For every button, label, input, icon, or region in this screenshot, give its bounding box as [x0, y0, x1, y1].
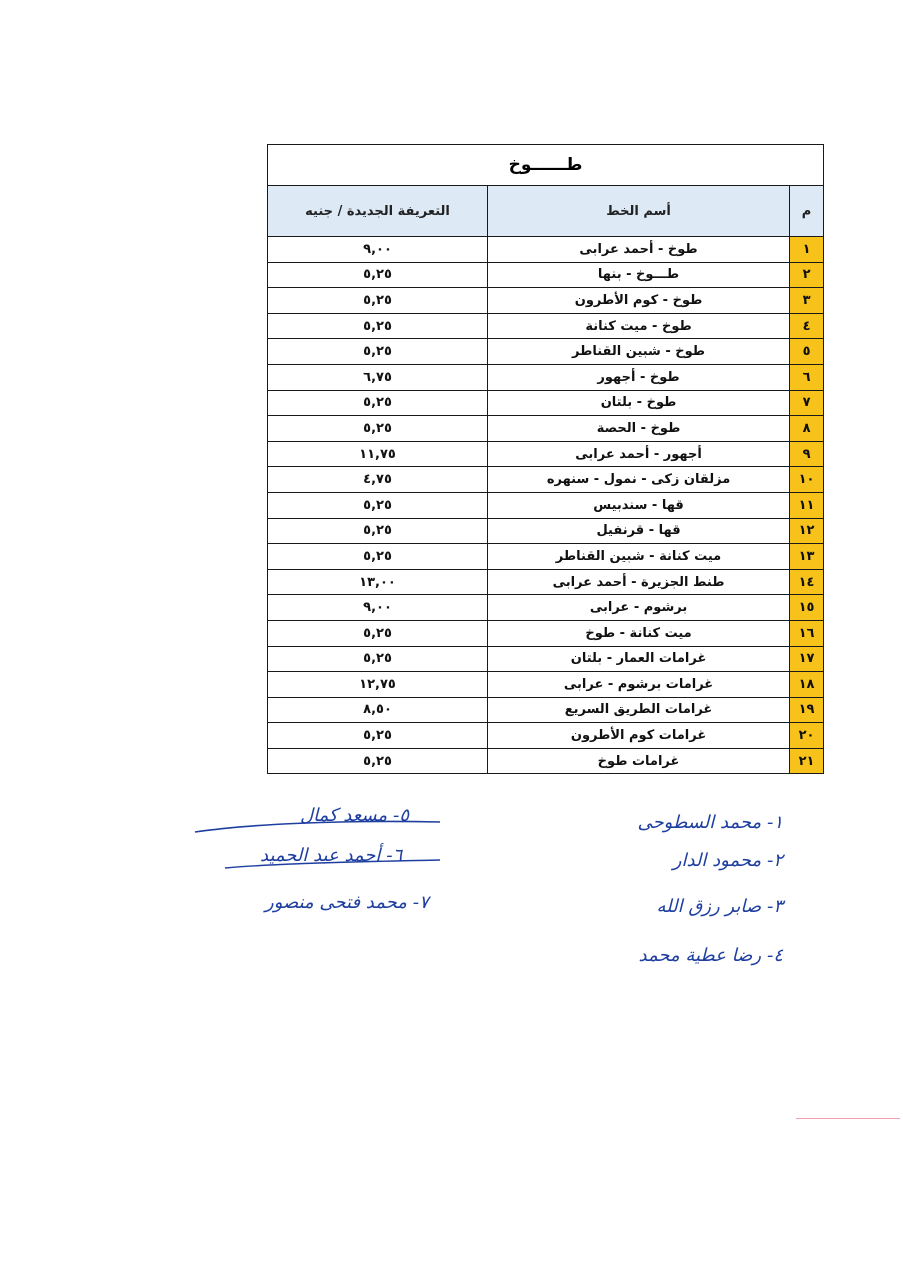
row-fare: ٥,٢٥	[268, 518, 488, 544]
table-row	[268, 313, 824, 339]
table-row	[268, 237, 824, 263]
row-route: ميت كنانة - شبين القناطر	[488, 544, 790, 570]
table-row	[268, 672, 824, 698]
row-fare: ٨,٥٠	[268, 697, 488, 723]
table-row	[268, 646, 824, 672]
row-number: ٩	[790, 441, 824, 467]
row-fare: ١٣,٠٠	[268, 569, 488, 595]
row-route: طوخ - بلتان	[488, 390, 790, 416]
table-row	[268, 288, 824, 314]
row-route: طوخ - شبين القناطر	[488, 339, 790, 365]
table-row	[268, 544, 824, 570]
header-number: م	[790, 186, 824, 237]
signature-right-1: ١- محمد السطوحى	[637, 812, 783, 833]
row-fare: ٥,٢٥	[268, 646, 488, 672]
row-route: غرامات كوم الأطرون	[488, 723, 790, 749]
row-fare: ١٢,٧٥	[268, 672, 488, 698]
row-fare: ٤,٧٥	[268, 467, 488, 493]
signature-left-6: ٦- أحمد عبد الحميد	[260, 845, 403, 866]
row-number: ٣	[790, 288, 824, 314]
row-number: ٦	[790, 364, 824, 390]
header-route: أسم الخط	[488, 186, 790, 237]
row-route: طوخ - أجهور	[488, 364, 790, 390]
row-number: ٢	[790, 262, 824, 288]
signature-right-3: ٣- صابر رزق الله	[656, 896, 783, 917]
table-body	[268, 237, 824, 774]
row-route: مزلقان زكى - نمول - سنهره	[488, 467, 790, 493]
row-fare: ٥,٢٥	[268, 313, 488, 339]
row-route: طوخ - الحصة	[488, 416, 790, 442]
row-number: ٢٠	[790, 723, 824, 749]
fare-table	[267, 144, 824, 774]
row-fare: ٩,٠٠	[268, 237, 488, 263]
row-fare: ٥,٢٥	[268, 288, 488, 314]
row-route: طنط الجزيرة - أحمد عرابى	[488, 569, 790, 595]
row-route: طـــوخ - بنها	[488, 262, 790, 288]
row-route: برشوم - عرابى	[488, 595, 790, 621]
row-number: ١٤	[790, 569, 824, 595]
table-row	[268, 416, 824, 442]
row-route: قها - قرنفيل	[488, 518, 790, 544]
row-fare: ٥,٢٥	[268, 492, 488, 518]
row-route: أجهور - أحمد عرابى	[488, 441, 790, 467]
row-route: غرامات برشوم - عرابى	[488, 672, 790, 698]
row-route: غرامات طوخ	[488, 748, 790, 774]
row-number: ٢١	[790, 748, 824, 774]
margin-mark	[796, 1118, 900, 1119]
row-number: ٥	[790, 339, 824, 365]
row-fare: ٥,٢٥	[268, 416, 488, 442]
row-number: ١٨	[790, 672, 824, 698]
signature-flourish-6	[220, 850, 450, 880]
row-number: ١	[790, 237, 824, 263]
table-row	[268, 492, 824, 518]
table-row	[268, 595, 824, 621]
table-row	[268, 620, 824, 646]
signature-right-4: ٤- رضا عطية محمد	[638, 945, 783, 966]
row-route: طوخ - ميت كنانة	[488, 313, 790, 339]
signature-flourish-5	[190, 810, 450, 850]
table-row	[268, 390, 824, 416]
table-row	[268, 518, 824, 544]
row-fare: ٥,٢٥	[268, 723, 488, 749]
table-row	[268, 697, 824, 723]
row-fare: ١١,٧٥	[268, 441, 488, 467]
signature-left-7: ٧- محمد فتحى منصور	[265, 892, 429, 913]
header-fare: التعريفة الجديدة / جنيه	[268, 186, 488, 237]
row-fare: ٥,٢٥	[268, 262, 488, 288]
signature-left-5: ٥- مسعد كمال	[300, 805, 409, 826]
row-number: ١٧	[790, 646, 824, 672]
table-row	[268, 467, 824, 493]
row-number: ١١	[790, 492, 824, 518]
row-fare: ٥,٢٥	[268, 620, 488, 646]
row-fare: ٥,٢٥	[268, 748, 488, 774]
row-fare: ٥,٢٥	[268, 339, 488, 365]
table-row	[268, 364, 824, 390]
table-row	[268, 339, 824, 365]
table-row	[268, 262, 824, 288]
row-number: ٧	[790, 390, 824, 416]
row-number: ١٦	[790, 620, 824, 646]
row-number: ٨	[790, 416, 824, 442]
row-number: ١٢	[790, 518, 824, 544]
row-fare: ٥,٢٥	[268, 390, 488, 416]
table-row	[268, 441, 824, 467]
row-number: ١٠	[790, 467, 824, 493]
row-route: غرامات الطريق السريع	[488, 697, 790, 723]
row-route: ميت كنانة - طوخ	[488, 620, 790, 646]
row-route: قها - سندبيس	[488, 492, 790, 518]
row-number: ١٥	[790, 595, 824, 621]
row-fare: ٩,٠٠	[268, 595, 488, 621]
table-row	[268, 723, 824, 749]
table-row	[268, 569, 824, 595]
row-number: ١٩	[790, 697, 824, 723]
table-header-row	[268, 186, 824, 237]
row-route: طوخ - أحمد عرابى	[488, 237, 790, 263]
row-fare: ٥,٢٥	[268, 544, 488, 570]
row-route: طوخ - كوم الأطرون	[488, 288, 790, 314]
row-route: غرامات العمار - بلتان	[488, 646, 790, 672]
row-number: ٤	[790, 313, 824, 339]
table-row	[268, 748, 824, 774]
row-fare: ٦,٧٥	[268, 364, 488, 390]
signature-right-2: ٢- محمود الدار	[672, 850, 783, 871]
table-title: طــــــوخ	[268, 145, 824, 186]
row-number: ١٣	[790, 544, 824, 570]
